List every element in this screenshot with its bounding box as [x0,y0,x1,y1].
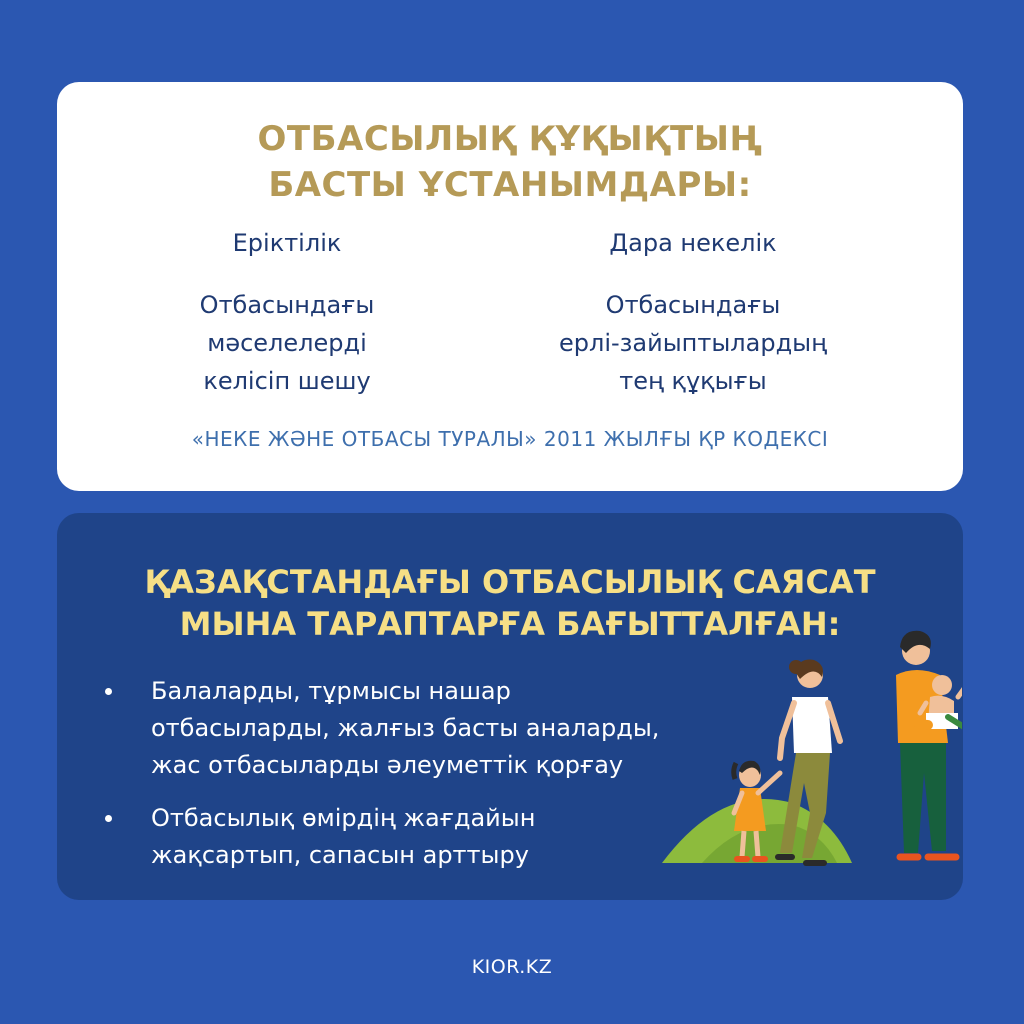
principle-left-description [87,286,487,400]
principle-right-desc-line: Отбасындағы [605,291,781,319]
bullet-dot-icon [105,815,112,822]
principle-right-desc-line: ерлі-зайыптылардың [559,329,827,357]
principle-left-desc-line: мәселелерді [207,329,367,357]
policy-bullet-item [99,800,719,874]
bullet-line: Отбасылық өмірдің жағдайын [151,804,536,832]
principle-right-heading: Дара некелік [609,229,777,257]
principles-card [57,82,963,491]
principle-right-description [493,286,893,400]
family-illustration [662,613,962,900]
bullet-line: жақсартып, сапасын арттыру [151,841,529,869]
principle-left-desc-line: Отбасындағы [199,291,375,319]
principles-title-line-1: ОТБАСЫЛЫҚ ҚҰҚЫҚТЫҢ [257,119,763,159]
policy-bullet-list [99,673,719,890]
principle-left-desc-line: келісіп шешу [203,367,371,395]
bullet-line: жас отбасыларды әлеуметтік қорғау [151,751,624,779]
principle-left-heading: Еріктілік [232,229,342,257]
policy-title-line-2: МЫНА ТАРАПТАРҒА БАҒЫТТАЛҒАН: [179,605,841,643]
policy-title-line-1: ҚАЗАҚСТАНДАҒЫ ОТБАСЫЛЫҚ САЯСАТ [144,563,876,601]
principles-title [57,116,963,208]
principle-voluntariness [87,224,487,400]
policy-bullet-item [99,673,719,784]
bullet-line: отбасыларды, жалғыз басты аналарды, [151,714,660,742]
principle-right-desc-line: тең құқығы [619,367,767,395]
bullet-dot-icon [105,688,112,695]
father-figure [896,631,962,857]
principle-monogamy [493,224,893,400]
brand-footer: KIOR.KZ [471,956,553,978]
policy-card [57,513,963,900]
principles-title-line-2: БАСТЫ ҰСТАНЫМДАРЫ: [268,165,752,205]
code-reference: «НЕКЕ ЖӘНЕ ОТБАСЫ ТУРАЛЫ» 2011 ЖЫЛҒЫ ҚР КОДЕКСІ [191,427,829,451]
bullet-line: Балаларды, тұрмысы нашар [151,677,511,705]
